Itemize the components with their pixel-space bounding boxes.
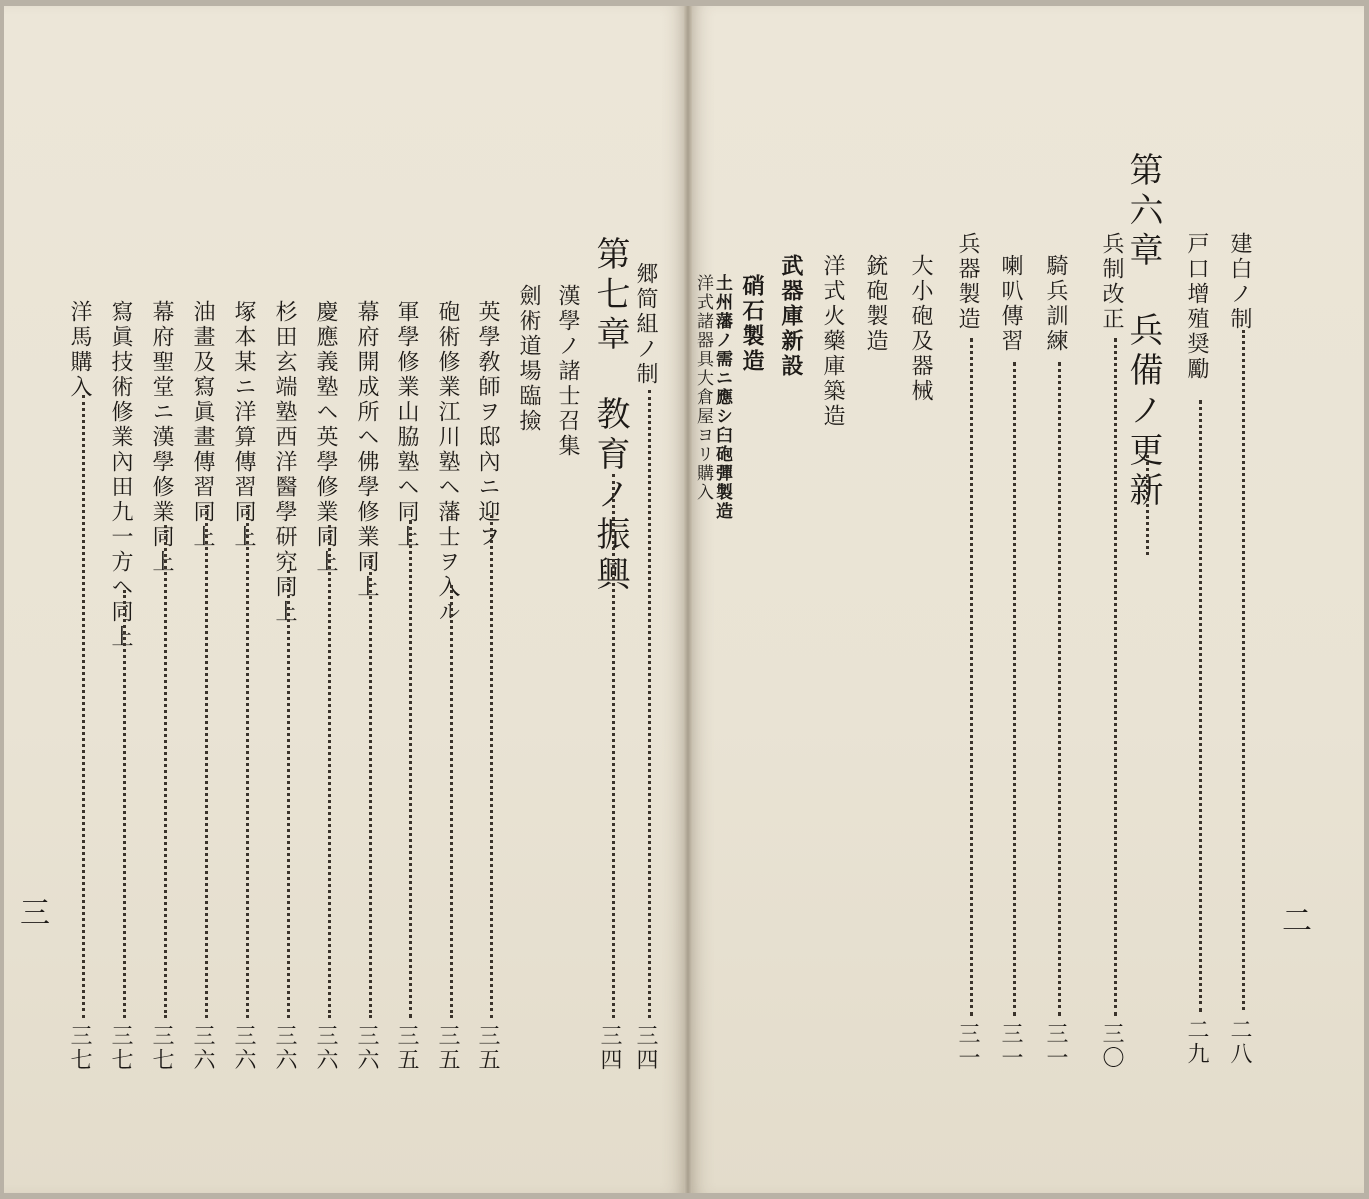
page-number: 三六 (354, 1024, 379, 1072)
toc-entry: 洋式火藥庫築造 (820, 254, 845, 429)
leader-dots (1199, 400, 1202, 1012)
page-number: 三六 (313, 1024, 338, 1072)
leader-dots (1114, 338, 1117, 1016)
left-page (4, 6, 688, 1193)
leader-dots (1146, 455, 1149, 555)
toc-entry: 砲術修業江川塾ヘ藩士ヲ入ル (435, 300, 460, 625)
page-number: 三七 (67, 1024, 92, 1072)
chapter-heading: 第七章 教育ノ振興 (590, 236, 630, 596)
page-number: 三一 (955, 1022, 980, 1070)
leader-dots (328, 525, 331, 1018)
book-gutter (684, 6, 692, 1193)
leader-dots (648, 390, 651, 1018)
leader-dots (164, 525, 167, 1018)
toc-entry: 建白ノ制 (1227, 232, 1252, 332)
toc-entry: 兵器製造 (955, 232, 980, 332)
toc-entry: 軍學修業山脇塾ヘ同上 (394, 300, 419, 550)
toc-entry: 喇叭傳習 (998, 254, 1023, 354)
page-number: 三七 (108, 1024, 133, 1072)
leader-dots (409, 520, 412, 1018)
toc-entry: 慶應義塾ヘ英學修業同上 (313, 300, 338, 575)
page-number: 三六 (231, 1024, 256, 1072)
leader-dots (205, 505, 208, 1018)
toc-entry: 大小砲及器械 (908, 254, 933, 404)
leader-dots (1242, 330, 1245, 1010)
toc-entry: 土州藩ノ需ニ應シ臼砲彈製造 (712, 274, 732, 521)
toc-entry: 兵制改正 (1099, 232, 1124, 332)
toc-entry: 洋馬購入 (67, 300, 92, 400)
page-number: 三六 (190, 1024, 215, 1072)
toc-entry: 戸口增殖奨勵 (1184, 232, 1209, 382)
toc-entry: 塚本某ニ洋算傳習同上 (231, 300, 256, 550)
toc-entry: 杉田玄端塾西洋醫學研究同上 (272, 300, 297, 625)
page-number: 三〇 (1099, 1022, 1124, 1070)
toc-entry: 英學敎師ヲ邸內ニ迎フ (475, 300, 500, 550)
page-number: 三四 (597, 1024, 622, 1072)
leader-dots (450, 585, 453, 1018)
page-number: 三四 (633, 1024, 658, 1072)
toc-entry: 劍術道場臨撿 (516, 284, 541, 434)
page-folio: 三 (20, 896, 50, 931)
leader-dots (369, 555, 372, 1018)
leader-dots (287, 570, 290, 1018)
leader-dots (490, 515, 493, 1018)
toc-entry: 油畫及寫眞畫傳習同上 (190, 300, 215, 550)
page-number: 三六 (272, 1024, 297, 1072)
right-page (688, 6, 1364, 1193)
leader-dots (612, 474, 615, 1018)
page-number: 二九 (1184, 1018, 1209, 1066)
leader-dots (1058, 362, 1061, 1016)
toc-entry: 武器庫新設 (778, 254, 804, 379)
toc-entry: 幕府聖堂ニ漢學修業同上 (149, 300, 174, 575)
toc-entry: 漢學ノ諸士召集 (555, 284, 580, 459)
toc-entry: 硝石製造 (739, 274, 765, 374)
page-number: 三一 (998, 1022, 1023, 1070)
toc-entry: 郷简組ノ制 (633, 262, 658, 387)
leader-dots (82, 395, 85, 1018)
page-number: 三七 (149, 1024, 174, 1072)
leader-dots (970, 338, 973, 1016)
page-folio: 二 (1282, 904, 1312, 939)
leader-dots (1013, 362, 1016, 1016)
toc-entry: 幕府開成所ヘ佛學修業同上 (354, 300, 379, 600)
toc-entry: 寫眞技術修業內田九一方ヘ同上 (108, 300, 133, 650)
page-number: 三五 (475, 1024, 500, 1072)
page-number: 二八 (1227, 1018, 1252, 1066)
toc-entry: 洋式諸器具大倉屋ヨリ購入 (693, 274, 713, 502)
leader-dots (246, 505, 249, 1018)
toc-entry: 銃砲製造 (863, 254, 888, 354)
page-number: 三五 (394, 1024, 419, 1072)
leader-dots (123, 590, 126, 1018)
page-number: 三一 (1043, 1022, 1068, 1070)
toc-entry: 騎兵訓練 (1043, 254, 1068, 354)
chapter-heading: 第六章 兵備ノ更新 (1123, 152, 1163, 512)
page-number: 三五 (435, 1024, 460, 1072)
